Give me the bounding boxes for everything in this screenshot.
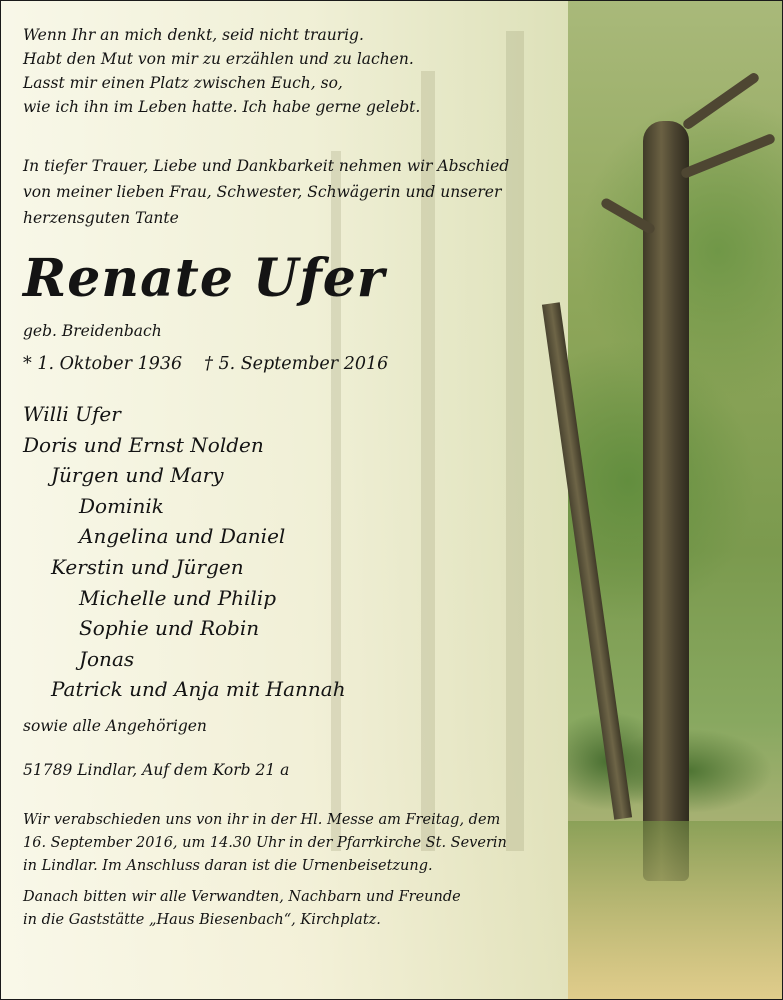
poem-line: wie ich ihn im Leben hatte. Ich habe gerne gelebt. (23, 98, 421, 116)
relatives-line: sowie alle Angehörigen (23, 716, 207, 735)
intro-line: In tiefer Trauer, Liebe und Dankbarkeit nehmen wir Abschied (23, 157, 510, 175)
poem-line: Wenn Ihr an mich denkt, seid nicht traurig. (23, 26, 364, 44)
tree-trunk (643, 121, 689, 881)
poem (23, 23, 563, 119)
tree-branch (681, 71, 760, 131)
mourner-entry: Sophie und Robin (79, 616, 260, 641)
service-details (23, 809, 563, 878)
intro-text (23, 153, 563, 231)
mourner-entry: Michelle und Philip (79, 585, 277, 610)
mourner-entry: Dominik (79, 493, 164, 518)
notice-text (23, 23, 563, 932)
deceased-name: Renate Ufer (23, 248, 386, 309)
reception-details (23, 886, 563, 932)
maiden-name: geb. Breidenbach (23, 322, 162, 340)
mourner-entry: Angelina und Daniel (79, 524, 286, 549)
mourners-list (23, 399, 563, 705)
poem-line: Lasst mir einen Platz zwischen Euch, so, (23, 74, 343, 92)
mourner-entry: Doris und Ernst Nolden (23, 432, 264, 457)
mourner-entry: Jonas (79, 646, 135, 671)
service-line: in Lindlar. Im Anschluss daran ist die Urnenbeisetzung. (23, 857, 433, 874)
mourner-entry: Patrick und Anja mit Hannah (51, 677, 346, 702)
intro-line: von meiner lieben Frau, Schwester, Schwägerin und unserer (23, 183, 502, 201)
tree-branch (680, 133, 776, 180)
family-address: 51789 Lindlar, Auf dem Korb 21 a (23, 760, 290, 779)
mourner-entry: Kerstin und Jürgen (51, 554, 244, 579)
birth-date: * 1. Oktober 1936 (23, 354, 183, 374)
poem-line: Habt den Mut von mir zu erzählen und zu lachen. (23, 50, 414, 68)
tree-photo (568, 1, 783, 1000)
mourner-entry: Jürgen und Mary (51, 463, 224, 488)
death-date: † 5. September 2016 (204, 354, 389, 374)
service-line: 16. September 2016, um 14.30 Uhr in der Pfarrkirche St. Severin (23, 834, 507, 851)
life-dates (23, 351, 563, 377)
mourner-entry: Willi Ufer (23, 402, 121, 426)
park-ground (568, 821, 783, 1000)
intro-line: herzensguten Tante (23, 209, 179, 227)
reception-line: Danach bitten wir alle Verwandten, Nachbarn und Freunde (23, 888, 461, 905)
service-line: Wir verabschieden uns von ihr in der Hl. Messe am Freitag, dem (23, 811, 501, 828)
reception-line: in die Gaststätte „Haus Biesenbach“, Kirchplatz. (23, 911, 381, 928)
